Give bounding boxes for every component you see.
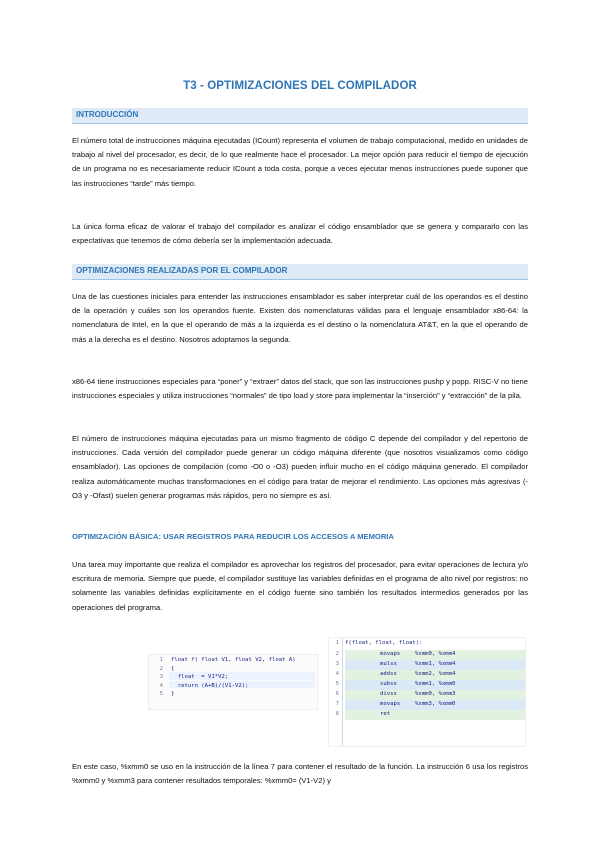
asm-line <box>345 660 525 670</box>
paragraph-icount: El número total de instrucciones máquina ejecutadas (ICount) representa el volumen de trabajo computacional, medido en unidades de trabajo al nivel del procesador, es decir, de lo que realmente hace el procesador. La mejor opción para reducir el tiempo de ejecución de un programa no es necesariamente reducir ICount a toda costa, porque a veces ejecutar menos instrucciones puede suponer que las instrucciones “tarde” más tiempo. <box>72 136 528 188</box>
asm-operands: %xmm0, %xmm4 <box>415 651 456 657</box>
line-number: 3 <box>159 674 163 680</box>
page-title: T3 - OPTIMIZACIONES DEL COMPILADOR <box>183 80 417 92</box>
line-number: 4 <box>159 682 163 689</box>
asm-line <box>345 710 525 720</box>
code-line: } <box>171 691 175 697</box>
paragraph-stack: x86-64 tiene instrucciones especiales para “poner” y “extraer” datos del stack, que son las instrucciones pushp y popp. RISC-V no tiene instrucciones especiales y utiliza instrucciones “normales” de tipo load y store para implementar la “inserción” y “extracción” de la pila. <box>72 377 528 401</box>
asm-operands: %xmm1, %xmm0 <box>415 681 456 687</box>
assembly-code-block <box>328 637 526 747</box>
asm-mnemonic: ret <box>380 711 391 717</box>
line-number: 7 <box>335 701 339 707</box>
asm-line <box>345 650 525 660</box>
code-line: float f( float V1, float V2, float A) <box>171 657 296 663</box>
code-line: return (A+B)/(V1-V2); <box>171 682 249 689</box>
asm-mnemonic: movaps <box>380 651 401 657</box>
asm-mnemonic: divss <box>380 691 397 697</box>
paragraph-operandos: Una de las cuestiones iniciales para entender las instrucciones ensamblador es saber interpretar cuál de los operandos es el destino de la operación y cuáles son los operandos fuente. Existen dos nomenclaturas válidas para el lenguaje ensamblador x86-64: la nomenclatura de Intel, en la que el operando de más a la izquierda es el destino o la nomenclatura AT&T, en la que el operando de más a la derecha es el destino. Nosotros adoptamos la segunda. <box>72 292 528 344</box>
line-number: 1 <box>335 640 339 646</box>
asm-line <box>345 700 525 710</box>
code-line: float = V1*V2; <box>171 674 229 680</box>
line-number: 5 <box>159 691 163 697</box>
line-number: 1 <box>159 657 163 663</box>
asm-operands: %xmm0, %xmm3 <box>415 691 456 697</box>
line-number: 5 <box>335 681 339 687</box>
code-line: { <box>171 665 175 672</box>
line-number: 3 <box>335 661 339 667</box>
line-number: 4 <box>335 671 339 677</box>
gutter-divider <box>342 638 343 746</box>
asm-operands: %xmm2, %xmm4 <box>415 671 456 677</box>
asm-mnemonic: mulss <box>380 661 397 667</box>
paragraph-closing: En este caso, %xmm0 se uso en la instrucción de la línea 7 para contener el resultado de la función. La instrucción 6 usa los registros %xmm0 y %xmm3 para contener resultados temporales: %xmm0= (V1-V2) y <box>72 762 528 786</box>
asm-line <box>345 690 525 700</box>
asm-line <box>345 670 525 680</box>
asm-mnemonic: addss <box>380 671 397 677</box>
asm-operands: %xmm3, %xmm0 <box>415 701 456 707</box>
asm-line <box>345 680 525 690</box>
c-source-code-block <box>148 654 318 710</box>
line-number: 8 <box>335 711 339 717</box>
section-heading-optimizaciones: OPTIMIZACIONES REALIZADAS POR EL COMPILADOR <box>72 264 528 280</box>
line-number: 2 <box>159 665 163 672</box>
line-number: 6 <box>335 691 339 697</box>
paragraph-compilador-eficaz: La única forma eficaz de valorar el trabajo del compilador es analizar el código ensamblador que se genera y compararlo con las expectativas que tenemos de cómo debería ser la implementación adecuada. <box>72 222 528 246</box>
paragraph-registros: Una tarea muy importante que realiza el compilador es aprovechar los registros del procesador, para evitar operaciones de lectura y/o escritura de memoria. Siempre que puede, el compilador sustituye las variables definidas en el programa de alto nivel por registros: no solamente las variables definidas explícitamente en el código fuente sino también los resultados intermedios generados por las operaciones del programa. <box>72 560 528 612</box>
subsection-heading-registros: OPTIMIZACIÓN BÁSICA: USAR REGISTROS PARA REDUCIR LOS ACCESOS A MEMORIA <box>72 532 394 541</box>
asm-mnemonic: movaps <box>380 701 401 707</box>
line-number: 2 <box>335 651 339 657</box>
asm-operands: %xmm1, %xmm4 <box>415 661 456 667</box>
asm-mnemonic: subss <box>380 681 397 687</box>
asm-function-header: f(float, float, float): <box>345 640 423 646</box>
paragraph-numero-instrucciones: El número de instrucciones máquina ejecutadas para un mismo fragmento de código C depende del compilador y del repertorio de instrucciones. Cada versión del compilador puede generar un código máquina diferente (que nosotros visualizamos como código ensamblador). Las opciones de compilación (como -O0 o -O3) pueden influir mucho en el código máquina generado. El compilador realiza automáticamente muchas transformaciones en el código para tratar de mejorar el rendimiento. Las opciones más agresivas (-O3 y -Ofast) suelen generar programas más rápidos, pero no siempre es así. <box>72 434 528 500</box>
section-heading-introduccion: INTRODUCCIÓN <box>72 108 528 124</box>
